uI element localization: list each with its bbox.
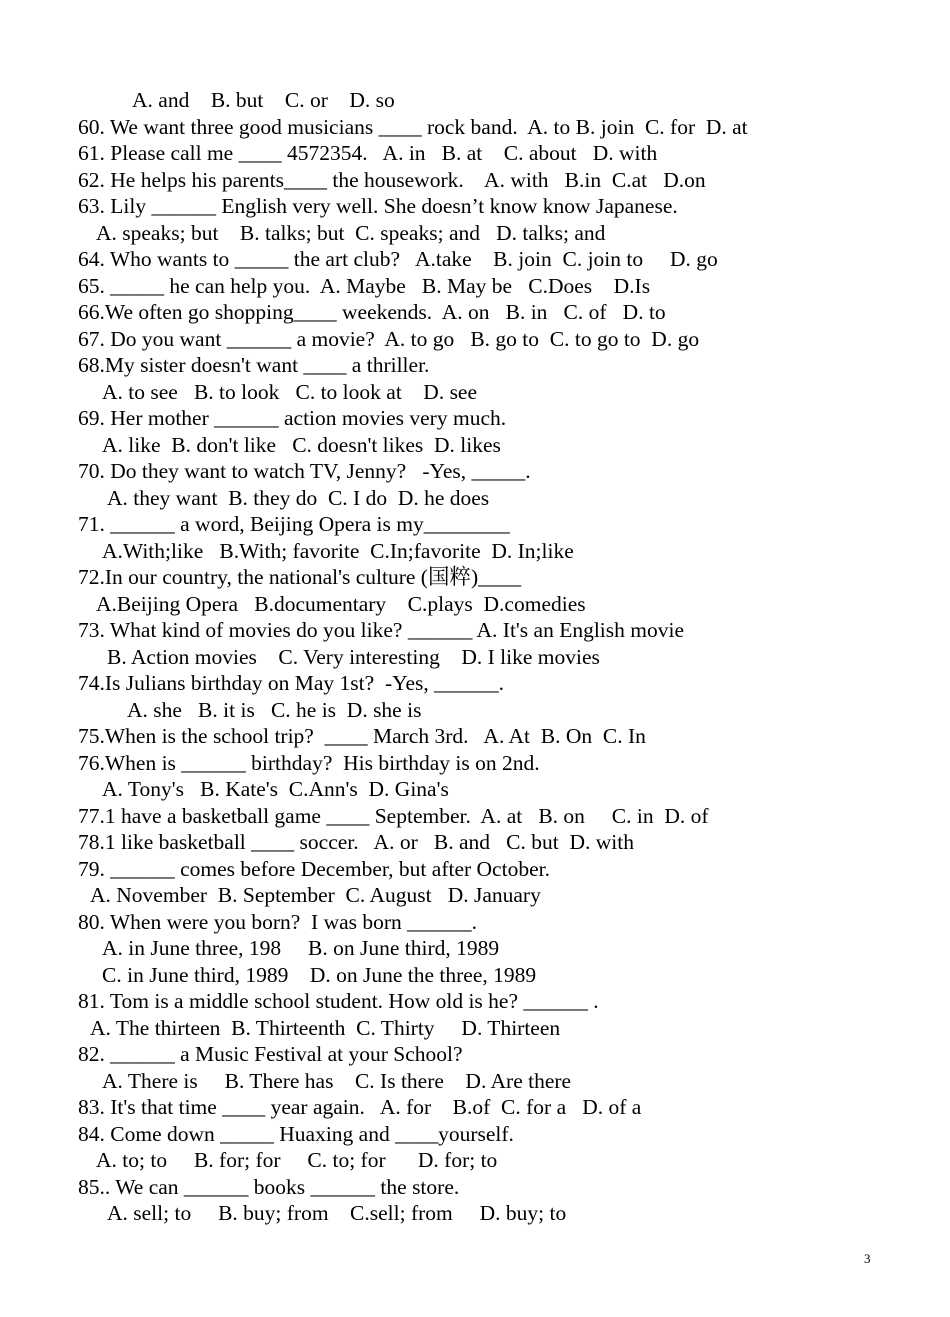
page-number: 3 xyxy=(864,1251,871,1266)
question-line: 65. _____ he can help you. A. Maybe B. May be C.Does D.Is xyxy=(78,273,651,298)
question-line: 74.Is Julians birthday on May 1st? -Yes, ______. xyxy=(78,671,505,695)
question-line: 63. Lily ______ English very well. She doesn’t know know Japanese. xyxy=(78,194,678,218)
answer-options-line: C. in June third, 1989 D. on June the three, 1989 xyxy=(102,962,537,987)
question-line: 61. Please call me ____ 4572354. A. in B. at C. about D. with xyxy=(78,141,658,165)
answer-options-line: A. There is B. There has C. Is there D. Are there xyxy=(102,1068,572,1093)
question-line: 83. It's that time ____ year again. A. for B.of C. for a D. of a xyxy=(78,1095,642,1119)
answer-options-line: A. Tony's B. Kate's C.Ann's D. Gina's xyxy=(102,777,449,801)
question-line: 64. Who wants to _____ the art club? A.take B. join C. join to D. go xyxy=(78,247,718,271)
answer-options-line: A.With;like B.With; favorite C.In;favorite D. In;like xyxy=(102,538,574,563)
answer-options-line: A. in June three, 198 B. on June third, 1989 xyxy=(102,936,500,960)
question-line: 78.1 like basketball ____ soccer. A. or B. and C. but D. with xyxy=(78,830,634,854)
question-line: 85.. We can ______ books ______ the store. xyxy=(78,1174,460,1199)
question-line: 73. What kind of movies do you like? ______ A. It's an English movie xyxy=(78,618,685,642)
answer-options-line: A. and B. but C. or D. so xyxy=(132,88,395,112)
answer-options-line: A. like B. don't like C. doesn't likes D. likes xyxy=(102,432,501,457)
question-line: 60. We want three good musicians ____ rock band. A. to B. join C. for D. at xyxy=(78,114,748,139)
question-line: 68.My sister doesn't want ____ a thriller. xyxy=(78,353,430,377)
answer-options-line: A. sell; to B. buy; from C.sell; from D. buy; to xyxy=(107,1201,567,1225)
question-line: 81. Tom is a middle school student. How old is he? ______ . xyxy=(78,989,599,1013)
answer-options-line: A. to see B. to look C. to look at D. see xyxy=(102,379,478,404)
answer-options-line: A. they want B. they do C. I do D. he does xyxy=(107,485,490,510)
question-line: 67. Do you want ______ a movie? A. to go B. go to C. to go to D. go xyxy=(78,326,700,351)
answer-options-line: A. speaks; but B. talks; but C. speaks; and D. talks; and xyxy=(96,220,606,245)
answer-options-line: A. The thirteen B. Thirteenth C. Thirty D. Thirteen xyxy=(90,1015,561,1040)
answer-options-line: A.Beijing Opera B.documentary C.plays D.comedies xyxy=(96,591,586,616)
answer-options-line: B. Action movies C. Very interesting D. I like movies xyxy=(107,644,600,669)
question-line: 69. Her mother ______ action movies very much. xyxy=(78,406,507,430)
answer-options-line: A. to; to B. for; for C. to; for D. for; to xyxy=(96,1148,498,1172)
question-line: 80. When were you born? I was born ______. xyxy=(78,909,478,934)
question-line: 62. He helps his parents____ the housework. A. with B.in C.at D.on xyxy=(78,167,706,192)
question-line: 84. Come down _____ Huaxing and ____yourself. xyxy=(78,1121,514,1146)
question-line: 72.In our country, the national's culture (国粹)____ xyxy=(78,565,522,589)
question-line: 79. ______ comes before December, but after October. xyxy=(78,856,550,881)
question-line: 82. ______ a Music Festival at your School? xyxy=(78,1042,463,1066)
question-line: 77.1 have a basketball game ____ September. A. at B. on C. in D. of xyxy=(78,803,709,828)
answer-options-line: A. she B. it is C. he is D. she is xyxy=(127,697,422,722)
question-line: 76.When is ______ birthday? His birthday is on 2nd. xyxy=(78,750,540,775)
question-line: 70. Do they want to watch TV, Jenny? -Yes, _____. xyxy=(78,459,531,483)
question-line: 75.When is the school trip? ____ March 3rd. A. At B. On C. In xyxy=(78,724,646,748)
question-line: 71. ______ a word, Beijing Opera is my________ xyxy=(78,512,510,536)
answer-options-line: A. November B. September C. August D. January xyxy=(90,883,541,907)
question-line: 66.We often go shopping____ weekends. A. on B. in C. of D. to xyxy=(78,300,666,324)
